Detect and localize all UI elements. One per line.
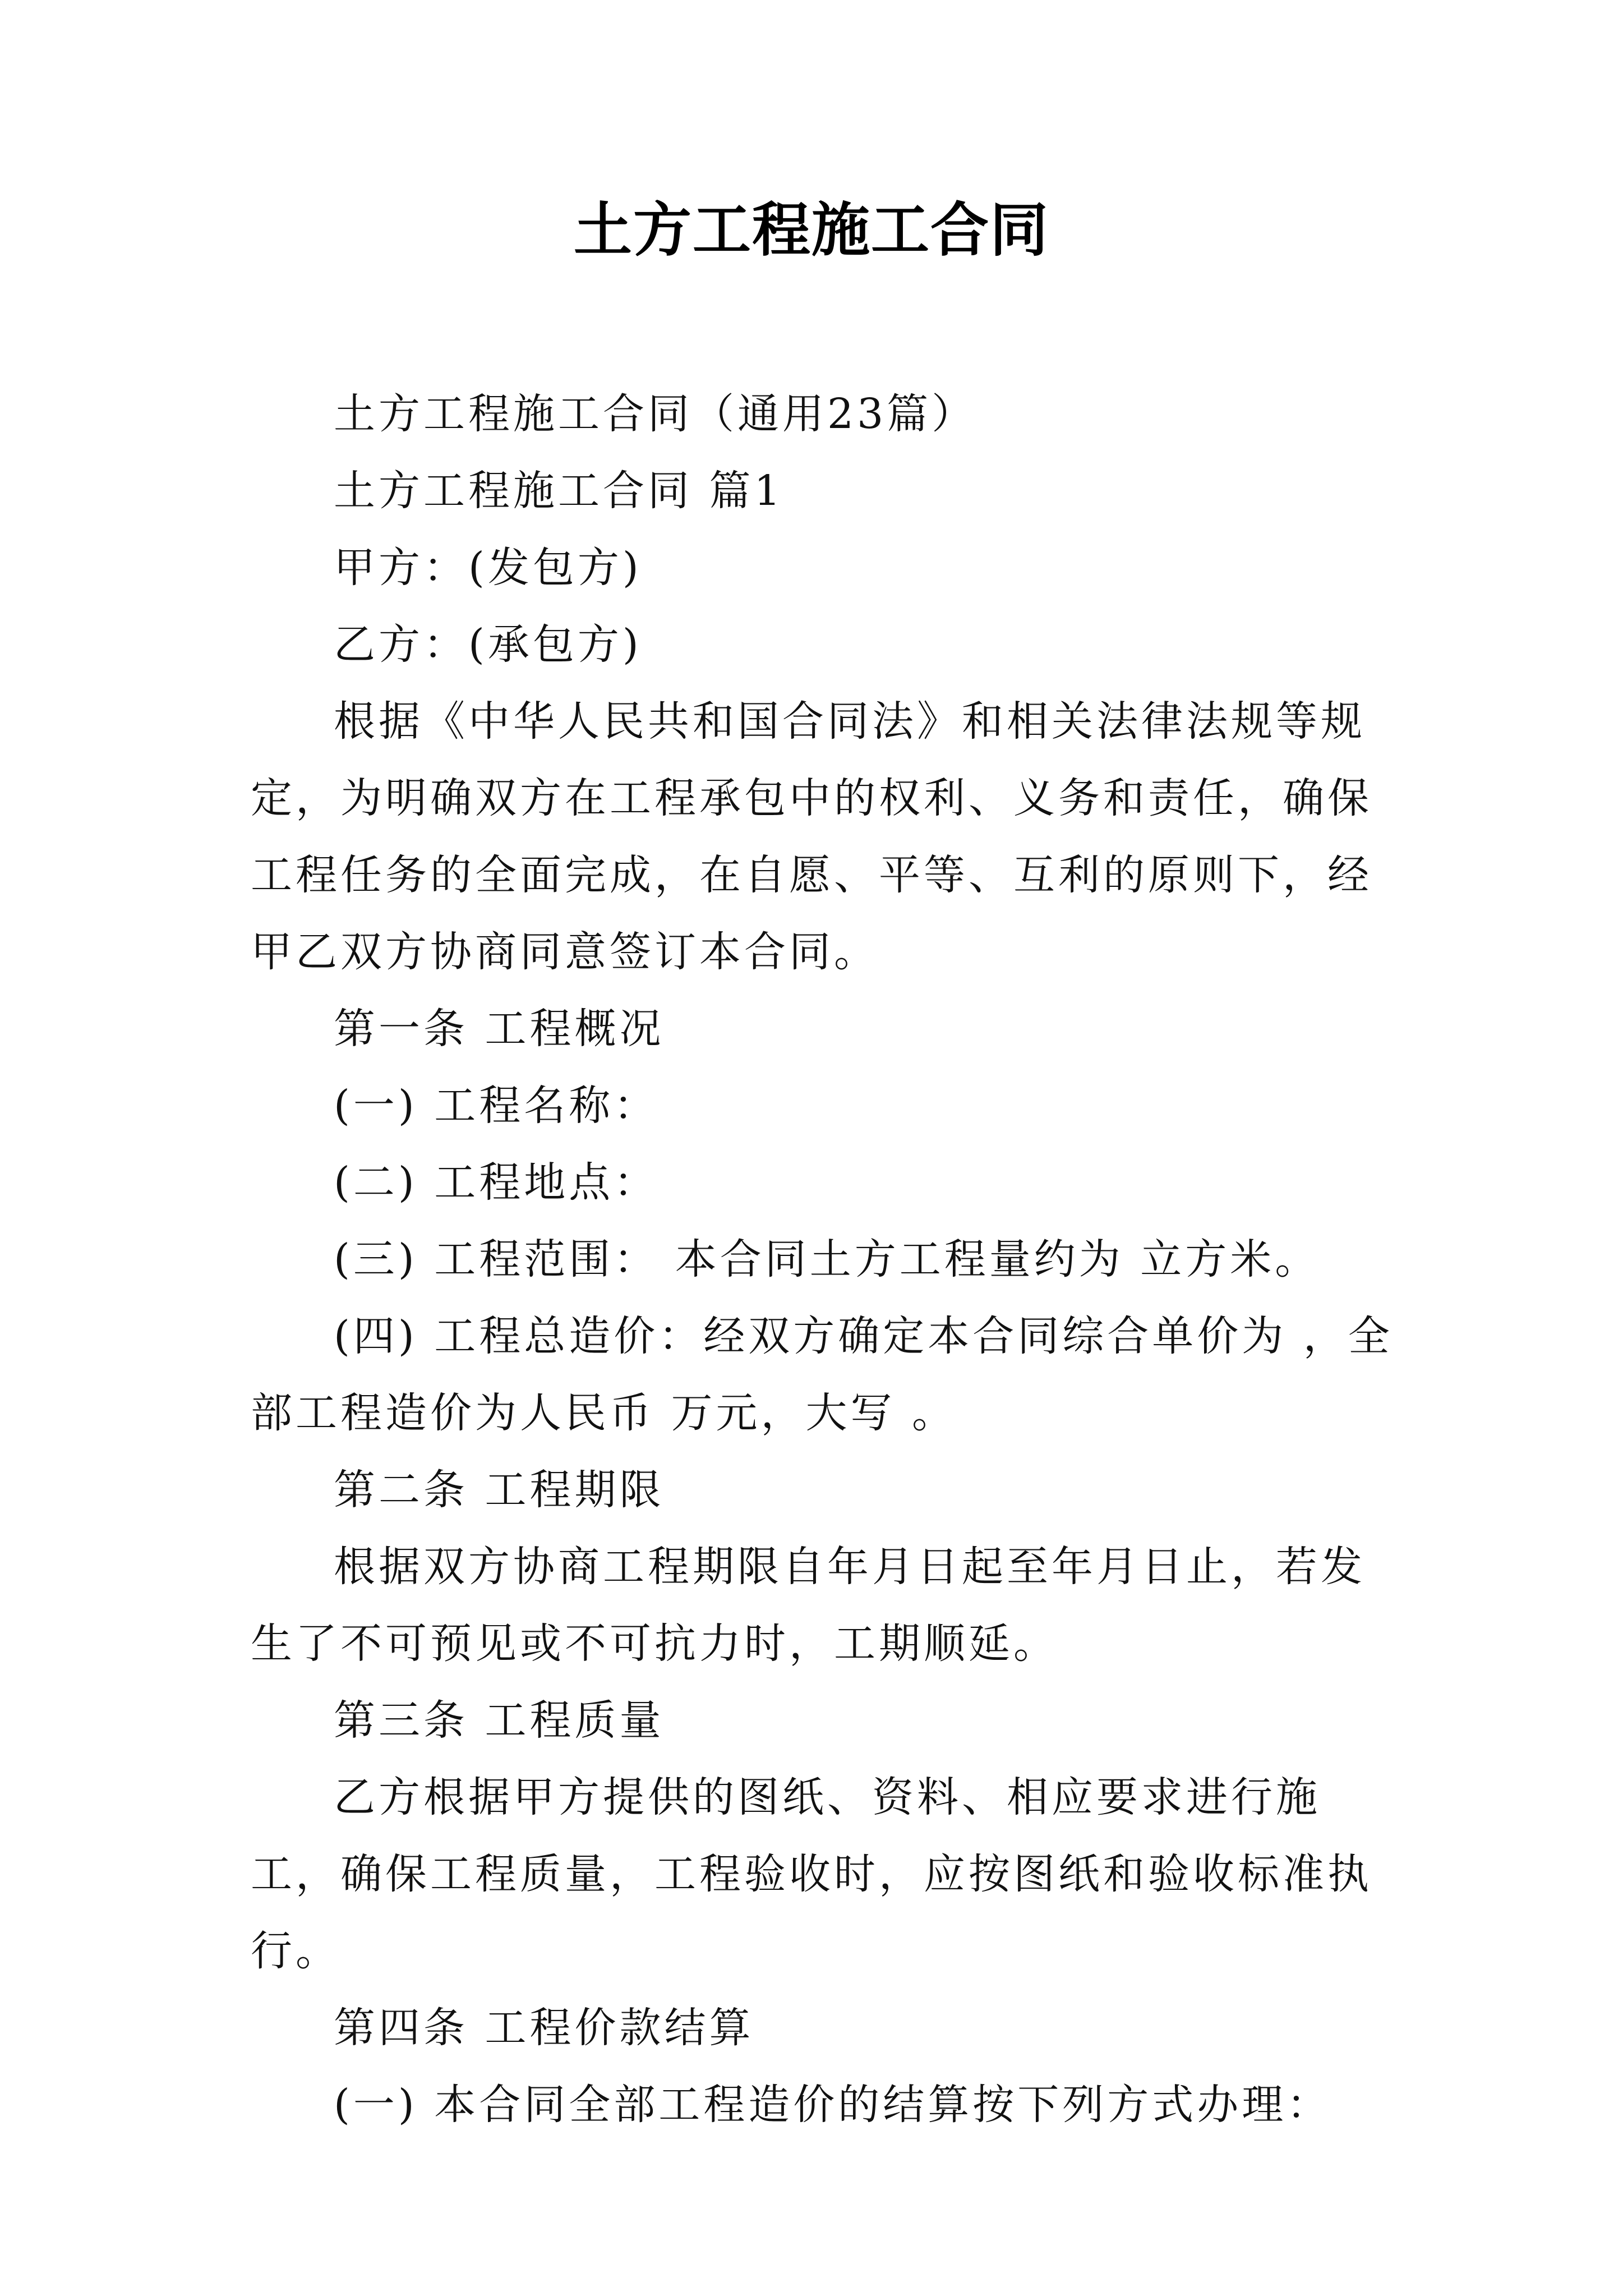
party-b-line: 乙方：(承包方) — [334, 620, 642, 669]
preamble-paragraph: 根据《中华人民共和国合同法》和相关法律法规等规定，为明确双方在工程承包中的权利、义务和责任，确保工程任务的全面完成，在自愿、平等、互利的原则下，经甲乙双方协商同意签订本合同。 — [251, 697, 1372, 976]
collection-heading: 土方工程施工合同（通用23篇） — [334, 390, 977, 438]
clause-project-period: 根据双方协商工程期限自年月日起至年月日止，若发生了不可预见或不可抗力时，工期顺延。 — [251, 1543, 1366, 1668]
article-heading: 土方工程施工合同 篇1 — [334, 467, 784, 515]
clause-project-location: (二) 工程地点： — [334, 1158, 659, 1207]
document-body — [251, 376, 1400, 2143]
clause-project-total-cost: (四) 工程总造价：经双方确定本合同综合单价为 ，全部工程造价为人民币 万元，大写 。 — [251, 1312, 1393, 1437]
section-heading-4: 第四条 工程价款结算 — [334, 2004, 754, 2052]
clause-project-scope: (三) 工程范围： 本合同土方工程量约为 立方米。 — [334, 1235, 1320, 1283]
section-heading-3: 第三条 工程质量 — [334, 1696, 665, 1745]
section-heading-1: 第一条 工程概况 — [334, 1005, 665, 1053]
clause-settlement: (一) 本合同全部工程造价的结算按下列方式办理： — [334, 2081, 1332, 2129]
section-heading-2: 第二条 工程期限 — [334, 1466, 665, 1514]
party-a-line: 甲方：(发包方) — [334, 544, 642, 592]
document-title: 土方工程施工合同 — [573, 195, 1049, 264]
clause-project-quality: 乙方根据甲方提供的图纸、资料、相应要求进行施工，确保工程质量，工程验收时，应按图纸和验收标准执行。 — [251, 1773, 1372, 1975]
clause-project-name: (一) 工程名称： — [334, 1082, 659, 1130]
